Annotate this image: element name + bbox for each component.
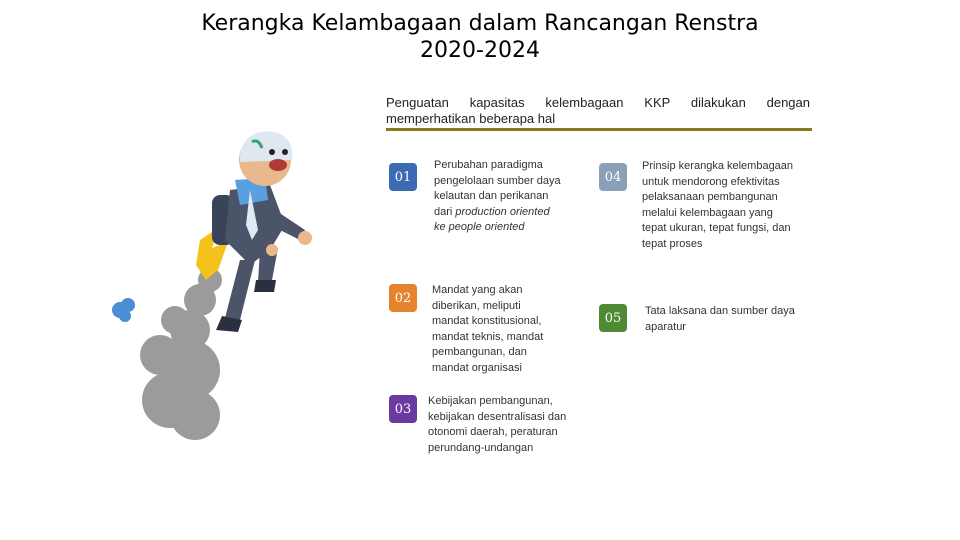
intro-text: Penguatan kapasitas kelembagaan KKP dilakukan dengan memperhatikan beberapa hal bbox=[386, 95, 810, 126]
item-text-01 bbox=[434, 158, 564, 236]
smoke-cloud bbox=[140, 268, 222, 440]
blue-puff bbox=[112, 298, 135, 322]
item-badge-05: 05 bbox=[599, 304, 627, 332]
item-badge-02: 02 bbox=[389, 284, 417, 312]
leg bbox=[225, 260, 255, 320]
page-title bbox=[150, 10, 810, 64]
page-title-line2: 2020-2024 bbox=[420, 38, 540, 63]
item-text-01-regular: Perubahan paradigma pengelolaan sumber daya kelautan dan perikanan dari bbox=[434, 159, 561, 218]
item-text-05: Tata laksana dan sumber daya aparatur bbox=[645, 305, 795, 333]
item-text-02: Mandat yang akan diberikan, meliputi mandat konstitusional, mandat teknis, mandat pembangunan, dan mandat organisasi bbox=[432, 284, 544, 374]
item-badge-03: 03 bbox=[389, 395, 417, 423]
item-badge-01: 01 bbox=[389, 163, 417, 191]
helmet bbox=[240, 131, 292, 162]
item-text-04: Prinsip kerangka kelembagaan untuk mendorong efektivitas pelaksanaan pembangunan melalui kelembagaan yang tepat ukuran, tepat fungsi, dan tepat proses bbox=[642, 160, 794, 250]
divider-rule bbox=[386, 128, 812, 131]
item-text-01-italic: production oriented ke people oriented bbox=[434, 205, 550, 234]
item-text-03: Kebijakan pembangunan, kebijakan desentralisasi dan otonomi daerah, peraturan perundang-undangan bbox=[428, 395, 567, 454]
jetpack-man-illustration bbox=[100, 130, 340, 450]
page-title-line1: Kerangka Kelambagaan dalam Rancangan Renstra bbox=[201, 11, 759, 36]
item-badge-04: 04 bbox=[599, 163, 627, 191]
